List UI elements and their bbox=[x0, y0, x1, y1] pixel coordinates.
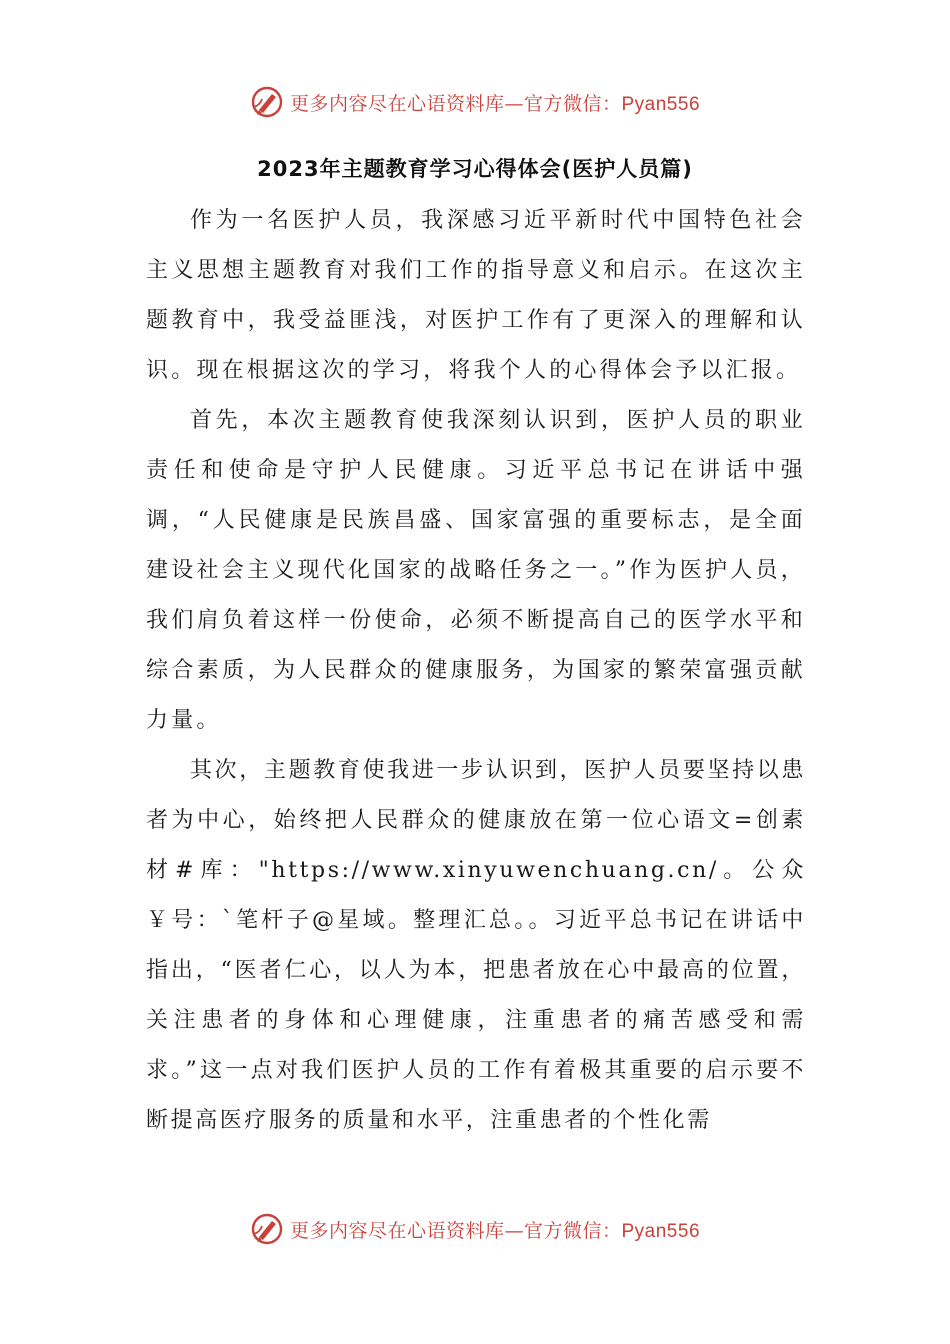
pen-circle-logo-icon bbox=[250, 85, 284, 119]
header-banner bbox=[0, 82, 950, 122]
footer-banner bbox=[0, 1209, 950, 1249]
paragraph: 首先，本次主题教育使我深刻认识到，医护人员的职业责任和使命是守护人民健康。习近平总书记在讲话中强调，“人民健康是民族昌盛、国家富强的重要标志，是全面建设社会主义现代化国家的战略任务之一。”作为医护人员，我们肩负着这样一份使命，必须不断提高自己的医学水平和综合素质，为人民群众的健康服务，为国家的繁荣富强贡献力量。 bbox=[146, 408, 806, 733]
document-body bbox=[146, 196, 806, 1146]
banner-text: 更多内容尽在心语资料库—官方微信：Pyan556 bbox=[289, 92, 701, 115]
pen-circle-logo-icon bbox=[250, 1212, 284, 1246]
document-title: 2023年主题教育学习心得体会(医护人员篇) bbox=[257, 157, 693, 181]
paragraph: 其次，主题教育使我进一步认识到，医护人员要坚持以患者为中心，始终把人民群众的健康放在第一位心语文=创素材#库："https://www.xinyuwenchuang.cn/。公众￥号：`笔杆子@星域。整理汇总。。习近平总书记在讲话中指出，“医者仁心，以人为本，把患者放在心中最高的位置，关注患者的身体和心理健康，注重患者的痛苦感受和需求。”这一点对我们医护人员的工作有着极其重要的启示要不断提高医疗服务的质量和水平，注重患者的个性化需 bbox=[146, 758, 806, 1133]
paragraph: 作为一名医护人员，我深感习近平新时代中国特色社会主义思想主题教育对我们工作的指导意义和启示。在这次主题教育中，我受益匪浅，对医护工作有了更深入的理解和认识。现在根据这次的学习，将我个人的心得体会予以汇报。 bbox=[146, 208, 806, 383]
banner-text: 更多内容尽在心语资料库—官方微信：Pyan556 bbox=[289, 1219, 701, 1242]
